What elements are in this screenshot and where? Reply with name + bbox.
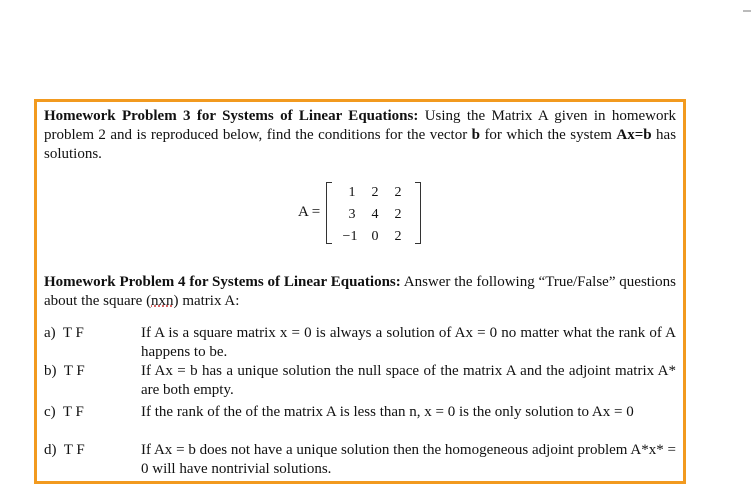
- problem-4-after: matrix A:: [182, 293, 240, 309]
- system-equation: Ax=b: [616, 127, 652, 143]
- problem-3-intro: Using the Matrix A given in homework problem 2 and is reproduced below, find the conditions for the vector: [44, 108, 677, 143]
- question-d: [44, 441, 676, 481]
- problem-3-heading: Homework Problem 3 for Systems of Linear Equations:: [44, 108, 419, 124]
- right-bracket: [415, 182, 421, 244]
- question-text: If the rank of the of the matrix A is less than n, x = 0 is the only solution to Ax = 0: [141, 404, 634, 420]
- question-c: [44, 403, 676, 443]
- true-false-choice[interactable]: [44, 324, 134, 343]
- question-text: If Ax = b does not have a unique solution then the homogeneous adjoint problem A*x* = 0 will have nontrivial solutions.: [141, 442, 676, 477]
- question-b: [44, 362, 676, 402]
- question-letter: d): [44, 442, 57, 458]
- matrix-cell: 1: [348, 185, 356, 200]
- tf-options: T F: [63, 442, 85, 458]
- problem-3-mid: for which the system: [484, 127, 612, 143]
- problem-4-intro: Answer the following “True/False” questions about the square: [44, 274, 676, 309]
- matrix-cell: 2: [371, 185, 379, 200]
- tf-options: T F: [62, 325, 84, 341]
- matrix-cell: 2: [394, 207, 402, 222]
- tf-options: T F: [62, 404, 84, 420]
- matrix-a: [298, 180, 428, 246]
- question-letter: c): [44, 404, 56, 420]
- matrix-cell: 2: [394, 185, 402, 200]
- problem-3-end: has solutions.: [44, 127, 677, 162]
- question-a: [44, 324, 676, 364]
- question-letter: a): [44, 325, 56, 341]
- matrix-cell: 0: [371, 229, 379, 244]
- problem-3-text: [44, 107, 676, 164]
- left-bracket: [326, 182, 332, 244]
- true-false-choice[interactable]: [44, 362, 134, 381]
- matrix-label: A =: [298, 204, 321, 220]
- matrix-cell: 2: [394, 229, 402, 244]
- corner-mark: [743, 0, 751, 3]
- problem-4-heading: Homework Problem 4 for Systems of Linear Equations:: [44, 274, 401, 290]
- homework-box: [34, 99, 686, 484]
- matrix-cell: 4: [371, 207, 379, 222]
- nxn-term: (nxn): [146, 293, 179, 309]
- vector-b: b: [471, 127, 480, 143]
- true-false-choice[interactable]: [44, 441, 134, 460]
- tf-options: T F: [63, 363, 85, 379]
- question-letter: b): [44, 363, 57, 379]
- question-text: If Ax = b has a unique solution the null space of the matrix A and the adjoint matrix A* are both empty.: [141, 363, 676, 398]
- true-false-choice[interactable]: [44, 403, 134, 422]
- matrix-cell: −1: [342, 229, 358, 244]
- problem-4-text: [44, 273, 676, 311]
- question-text: If A is a square matrix x = 0 is always a solution of Ax = 0 no matter what the rank of A happens to be.: [141, 325, 676, 360]
- matrix-cell: 3: [348, 207, 356, 222]
